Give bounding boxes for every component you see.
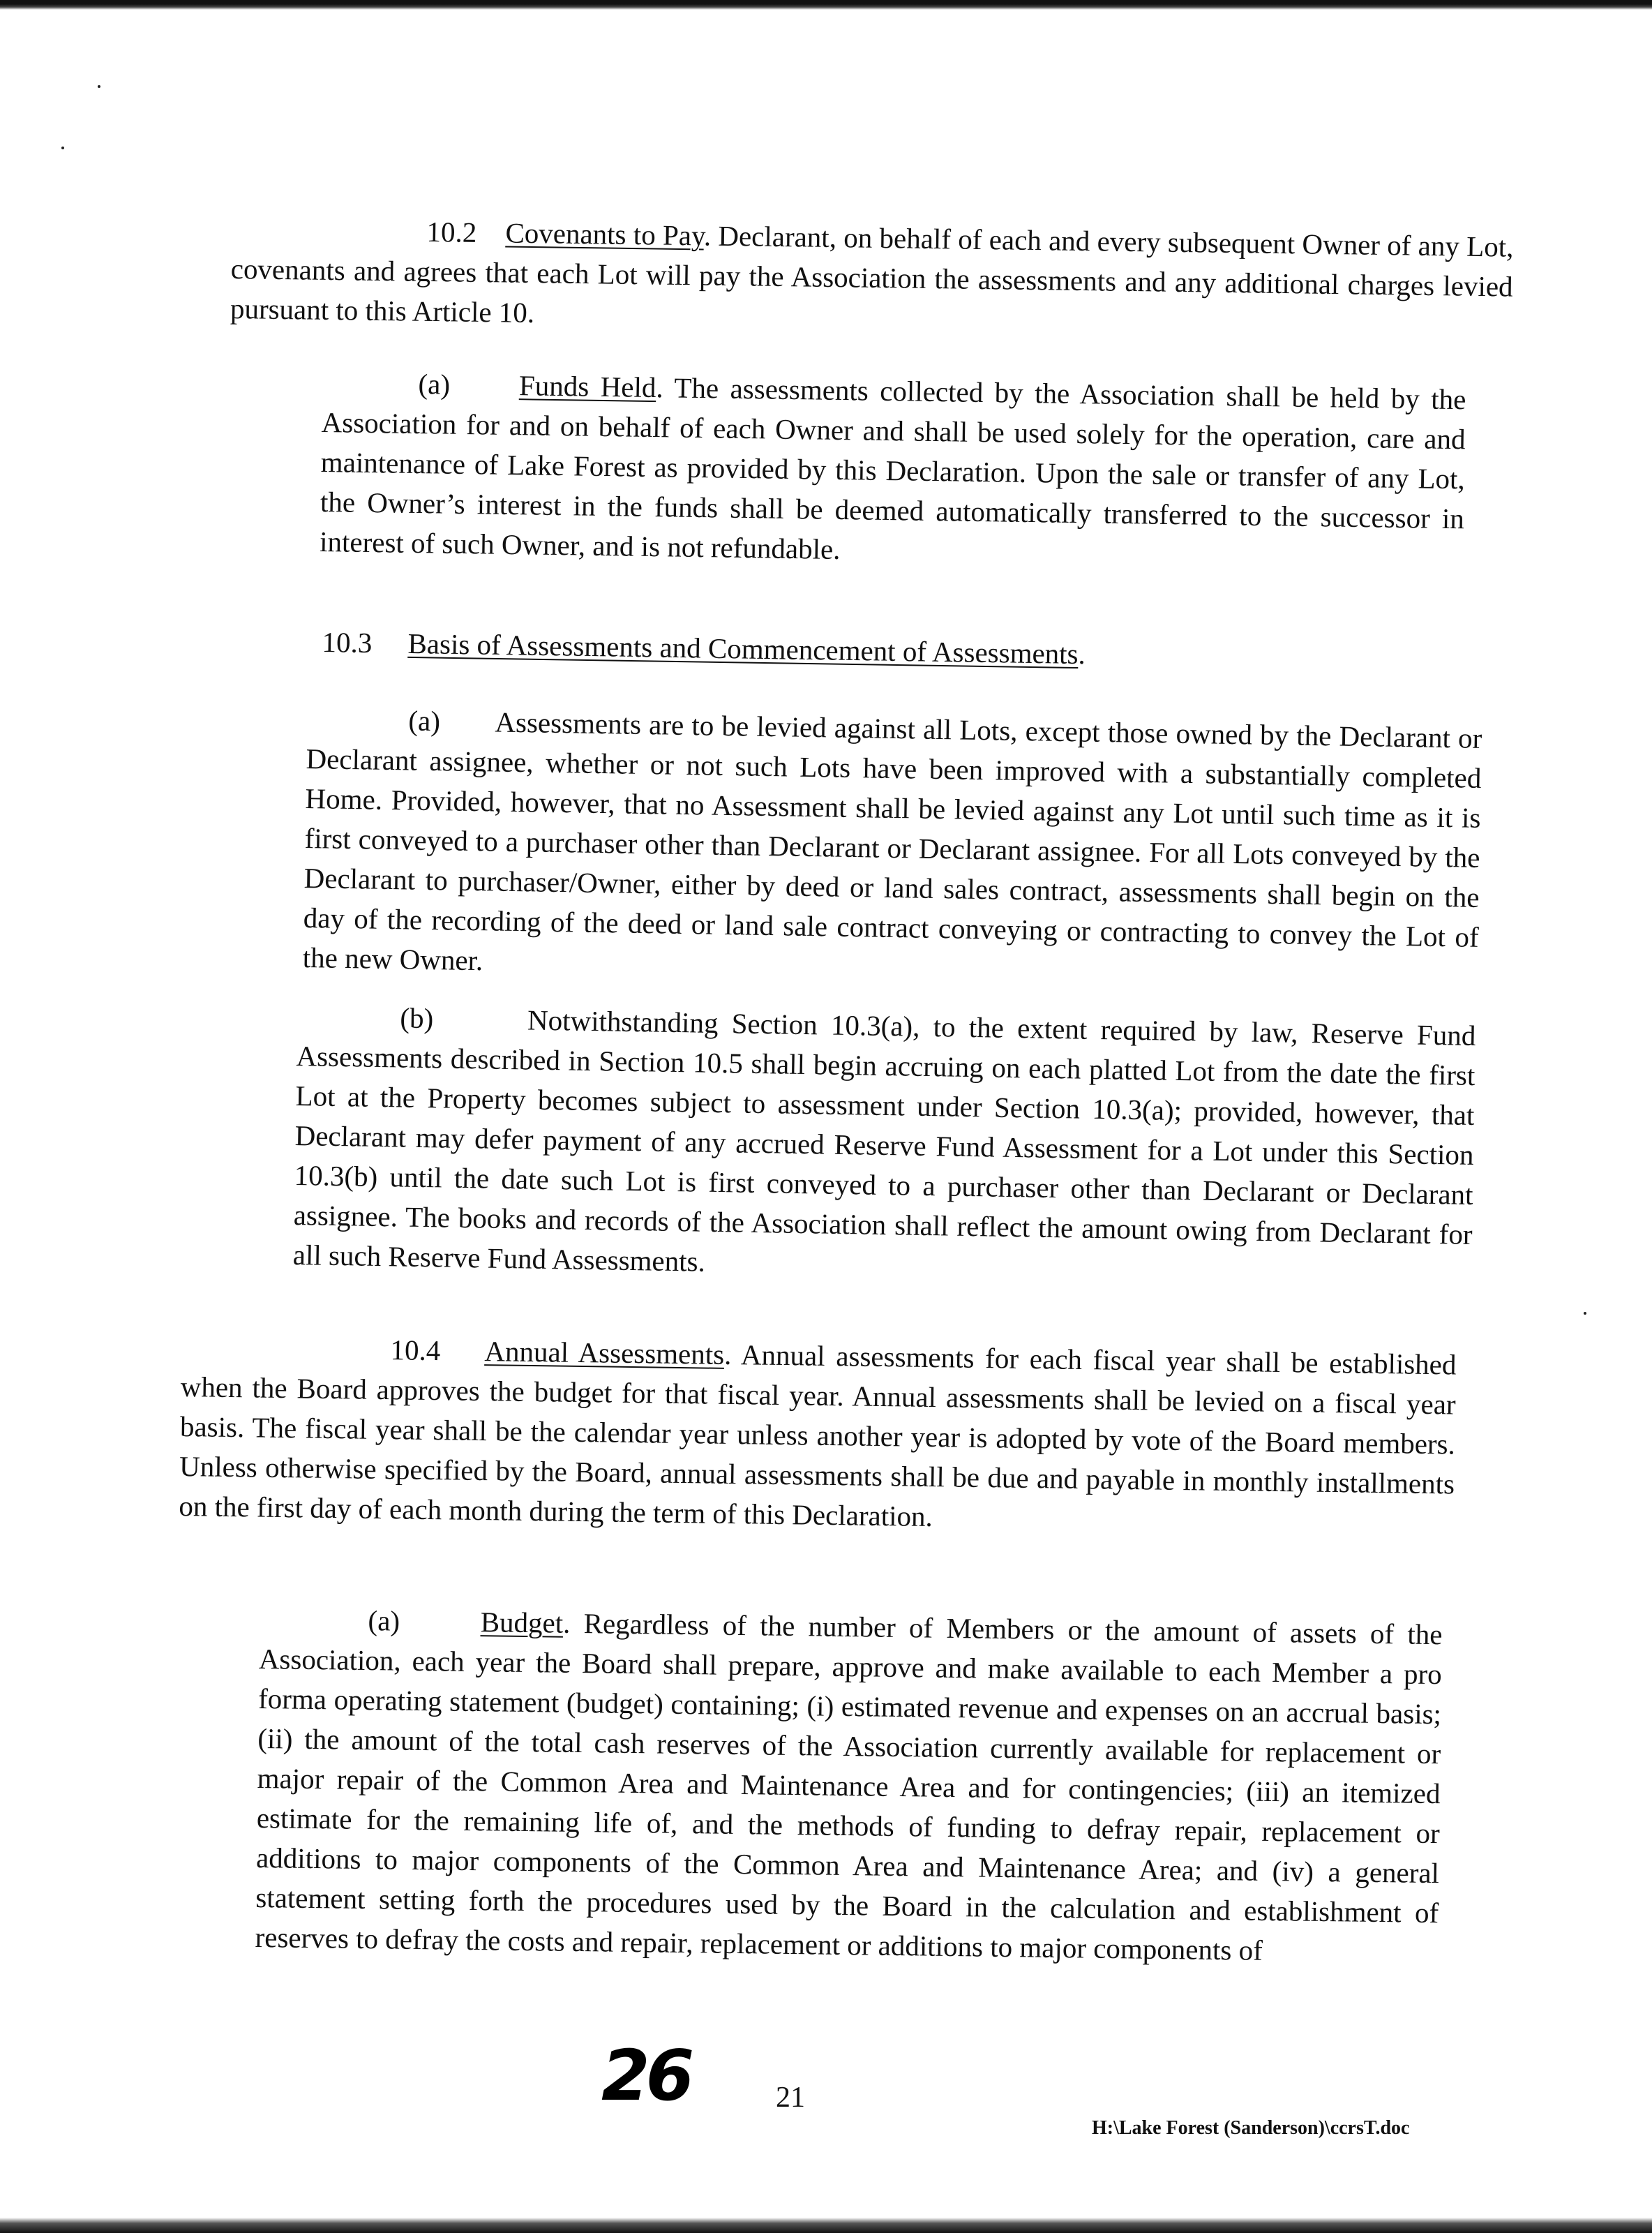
subsection-title: Funds Held (518, 369, 656, 404)
section-number: 10.2 (426, 215, 477, 248)
section-title: Covenants to Pay (505, 216, 705, 252)
subsection-text: Notwithstanding Section 10.3(a), to the extent required by law, Reserve Fund Assessments described in Section 10.5 shall begin accruing on each platted Lot from the date the first Lot at the Property becomes subject to assessment under Section 10.3(a); provided, however, that Declarant may defer payment of any accrued Reserve Fund Assessment for a Lot under this Section 10.3(b) until the date such Lot is first conveyed to a purchaser other than Declarant or Declarant assignee. The books and records of the Association shall reflect the amount owing from Declarant for all such Reserve Fund Assessments. (292, 1003, 1476, 1278)
section-text: . Annual assessments for each fiscal year shall be established when the Board approves the budget for that fiscal year. Annual assessments shall be levied on a fiscal year basis. The fiscal year shall be the calendar year unless another year is adopted by vote of the Board members. Unless otherwise specified by the Board, annual assessments shall be due and payable in monthly installments on the first day of each month during the term of this Declaration. (179, 1338, 1457, 1533)
handwritten-page-number: 26 (601, 2035, 691, 2116)
section-title-period: . (1078, 638, 1086, 671)
section-10-4 (179, 1327, 1457, 1544)
section-text: . Declarant, on behalf of each and every subsequent Owner of any Lot, covenants and agrees that each Lot will pay the Association the assessments and any additional charges levied pursuant to this Article 10. (230, 219, 1514, 329)
subsection-label: (a) (408, 704, 441, 738)
section-number: 10.3 (322, 625, 373, 659)
subsection-text: . The assessments collected by the Association shall be held by the Association for and on behalf of each Owner and shall be used solely for the operation, care and maintenance of Lake Forest as provided by this Declaration. Upon the sale or transfer of any Lot, the Owner’s interest in the funds shall be deemed automatically transferred to the successor in interest of such Owner, and is not refundable. (319, 371, 1466, 566)
section-10-4-a (255, 1599, 1443, 1973)
subsection-title: Budget (480, 1606, 564, 1639)
page-number: 21 (776, 2082, 805, 2114)
section-10-3-a (302, 699, 1482, 997)
section-10-3-b (292, 996, 1475, 1294)
subsection-label: (b) (400, 1001, 434, 1035)
section-10-3-heading (322, 622, 1086, 674)
section-number: 10.4 (390, 1334, 441, 1367)
section-title: Annual Assessments (484, 1335, 725, 1371)
section-10-2-a (320, 363, 1466, 578)
section-10-2 (230, 209, 1514, 347)
subsection-label: (a) (418, 368, 451, 401)
subsection-label: (a) (368, 1604, 400, 1637)
subsection-text: Assessments are to be levied against all Lots, except those owned by the Declarant or Declarant assignee, whether or not such Lots have been improved with a substantially completed Home. Provided, however, that no Assessment shall be levied against any Lot until such time as it is first conveyed to a purchaser other than Declarant or Declarant assignee. For all Lots conveyed by the Declarant to purchaser/Owner, either by deed or land sales contract, assessments shall begin on the day of the recording of the deed or land sale contract conveying or contracting to convey the Lot of the new Owner. (302, 705, 1482, 977)
subsection-text: . Regardless of the number of Members or the amount of assets of the Association, each year the Board shall prepare, approve and make available to each Member a pro forma operating statement (budget) containing; (i) estimated revenue and expenses on an accrual basis; (ii) the amount of the total cash reserves of the Association currently available for replacement or major repair of the Common Area and Maintenance Area and for contingencies; (iii) an itemized estimate for the remaining life of, and the methods of funding to defray repair, replacement or additions to major components of the Common Area and Maintenance Area; and (iv) a general statement setting forth the procedures used by the Board in the calculation and establishment of reserves to defray the costs and repair, replacement or additions to major components of (255, 1606, 1443, 1966)
file-path: H:\Lake Forest (Sanderson)\ccrsT.doc (1092, 2117, 1410, 2139)
section-title: Basis of Assessments and Commencement of Assessments (407, 627, 1079, 671)
